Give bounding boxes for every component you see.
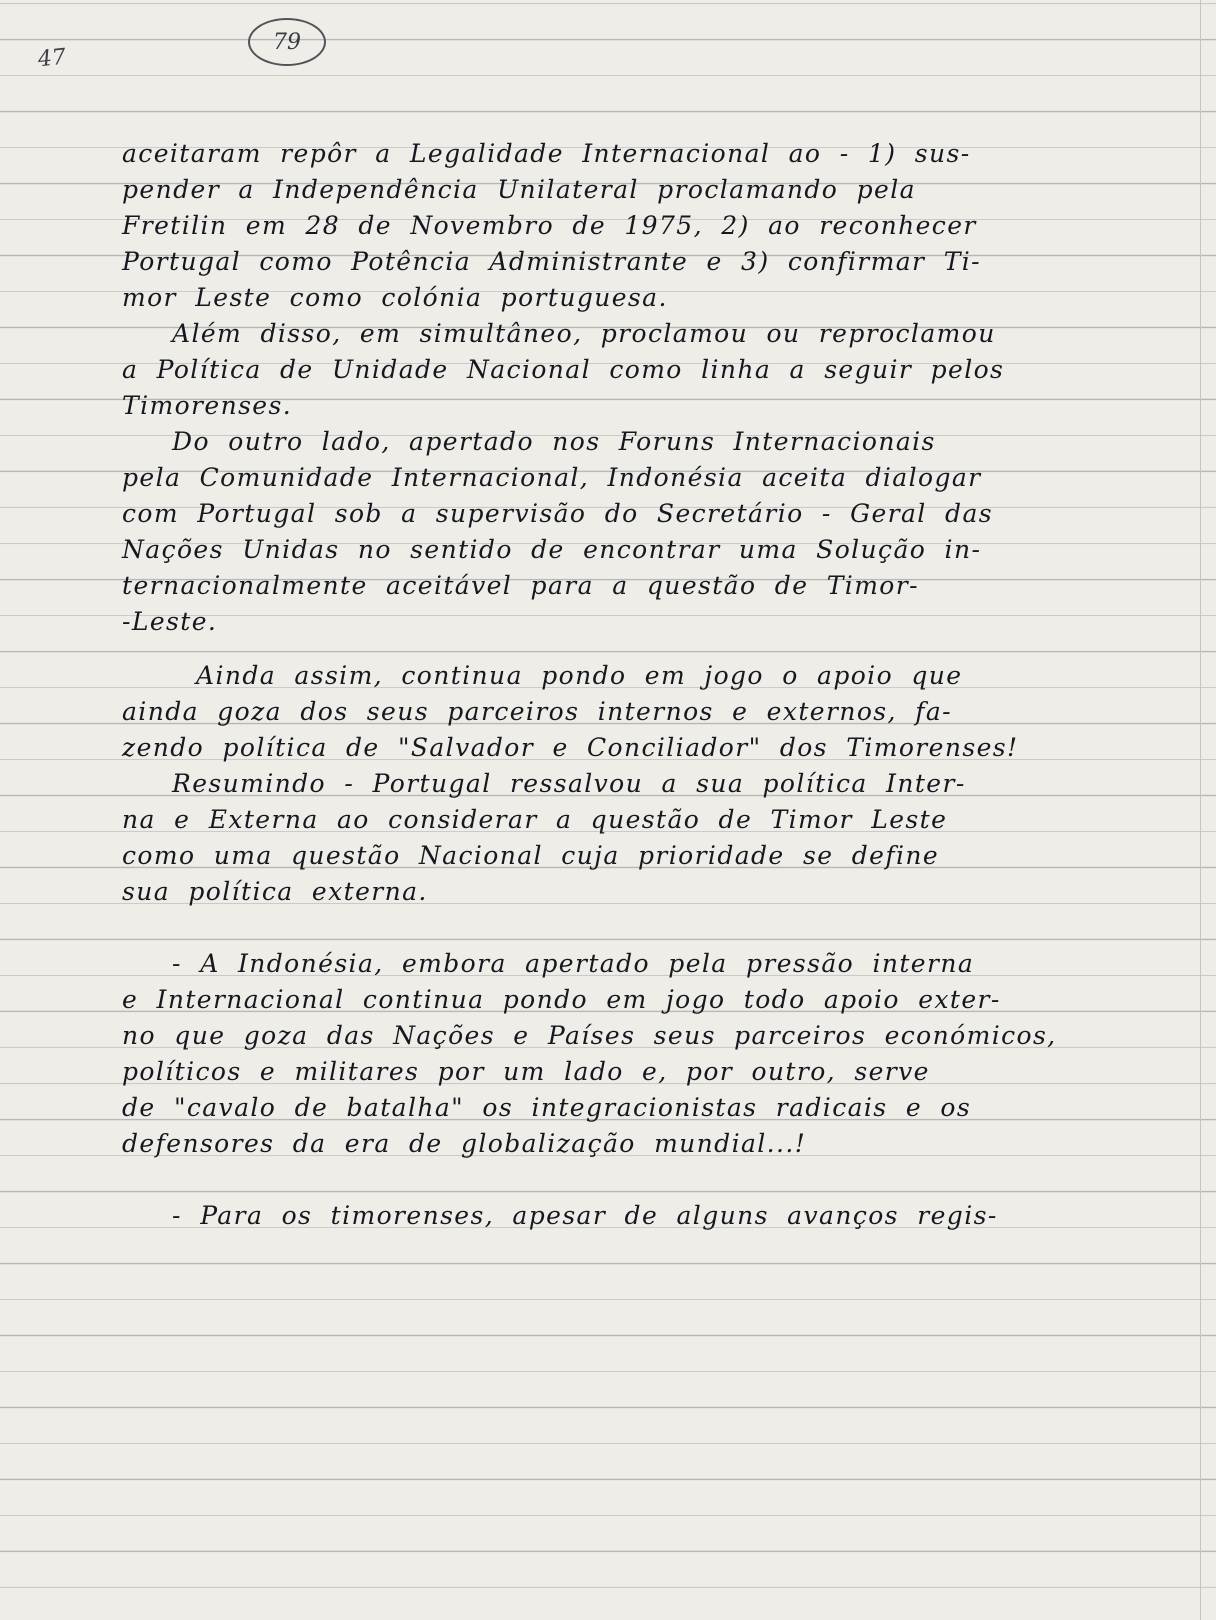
text-line: aceitaram repôr a Legalidade Internacional ao - 1) sus- [122, 139, 971, 168]
text-line: - A Indonésia, embora apertado pela pressão interna [172, 949, 975, 978]
text-line: Ainda assim, continua pondo em jogo o apoio que [196, 661, 963, 690]
text-line: mor Leste como colónia portuguesa. [122, 283, 668, 312]
text-line: de "cavalo de batalha" os integracionistas radicais e os [122, 1093, 972, 1122]
text-line: Fretilin em 28 de Novembro de 1975, 2) ao reconhecer [122, 211, 977, 240]
text-line: sua política externa. [122, 877, 428, 906]
text-line: ternacionalmente aceitável para a questão de Timor- [122, 571, 919, 600]
text-line: ainda goza dos seus parceiros internos e externos, fa- [122, 697, 953, 726]
text-line: Resumindo - Portugal ressalvou a sua política Inter- [172, 769, 966, 798]
text-line: Do outro lado, apertado nos Foruns Internacionais [172, 427, 936, 456]
text-line: Portugal como Potência Administrante e 3) confirmar Ti- [122, 247, 982, 276]
text-line: a Política de Unidade Nacional como linha a seguir pelos [122, 355, 1005, 384]
text-line: no que goza das Nações e Países seus parceiros económicos, [122, 1021, 1057, 1050]
folio-stamp-number: 79 [273, 29, 301, 55]
text-line: com Portugal sob a supervisão do Secretário - Geral das [122, 499, 993, 528]
margin-rule [1200, 0, 1201, 1620]
text-line: Nações Unidas no sentido de encontrar uma Solução in- [122, 535, 982, 564]
text-line: na e Externa ao considerar a questão de Timor Leste [122, 805, 948, 834]
folio-stamp [248, 18, 326, 66]
handwritten-text [122, 136, 1162, 1234]
page-number: 47 [36, 44, 68, 73]
text-line: zendo política de "Salvador e Conciliador" dos Timorenses! [122, 733, 1019, 762]
text-line: e Internacional continua pondo em jogo todo apoio exter- [122, 985, 1001, 1014]
text-line: como uma questão Nacional cuja prioridade se define [122, 841, 940, 870]
text-line: pela Comunidade Internacional, Indonésia aceita dialogar [122, 463, 982, 492]
text-line: políticos e militares por um lado e, por outro, serve [122, 1057, 930, 1086]
text-line: pender a Independência Unilateral proclamando pela [122, 175, 916, 204]
text-line: - Para os timorenses, apesar de alguns avanços regis- [172, 1201, 998, 1230]
text-line: Timorenses. [122, 391, 293, 420]
text-line: -Leste. [122, 607, 218, 636]
text-line: defensores da era de globalização mundial...! [122, 1129, 807, 1158]
text-line: Além disso, em simultâneo, proclamou ou reproclamou [172, 319, 996, 348]
